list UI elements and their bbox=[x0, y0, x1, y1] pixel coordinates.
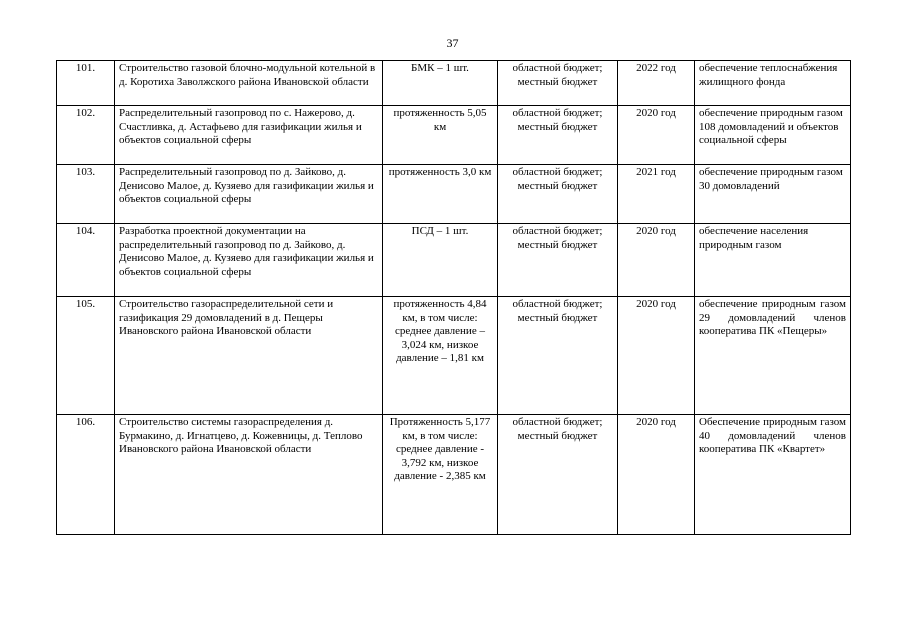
project-capacity: протяженность 4,84 км, в том числе: среднее давление – 3,024 км, низкое давление – 1,81 км bbox=[383, 297, 498, 415]
project-capacity: ПСД – 1 шт. bbox=[383, 224, 498, 297]
row-number: 104. bbox=[57, 224, 115, 297]
project-capacity: Протяженность 5,177 км, в том числе: среднее давление - 3,792 км, низкое давление - 2,385 км bbox=[383, 415, 498, 535]
table-row bbox=[57, 165, 851, 224]
expected-result: обеспечение природным газом 29 домовладений членов кооператива ПК «Пещеры» bbox=[695, 297, 851, 415]
completion-year: 2020 год bbox=[618, 415, 695, 535]
funding-source: областной бюджет; местный бюджет bbox=[498, 224, 618, 297]
project-capacity: протяженность 3,0 км bbox=[383, 165, 498, 224]
expected-result: обеспечение природным газом 30 домовладений bbox=[695, 165, 851, 224]
table-row bbox=[57, 415, 851, 535]
funding-source: областной бюджет; местный бюджет bbox=[498, 415, 618, 535]
funding-source: областной бюджет; местный бюджет bbox=[498, 165, 618, 224]
row-number: 105. bbox=[57, 297, 115, 415]
funding-source: областной бюджет; местный бюджет bbox=[498, 297, 618, 415]
project-capacity: БМК – 1 шт. bbox=[383, 61, 498, 106]
completion-year: 2020 год bbox=[618, 297, 695, 415]
completion-year: 2020 год bbox=[618, 224, 695, 297]
expected-result: обеспечение населения природным газом bbox=[695, 224, 851, 297]
table-row bbox=[57, 224, 851, 297]
row-number: 103. bbox=[57, 165, 115, 224]
table-row bbox=[57, 106, 851, 165]
table-row bbox=[57, 61, 851, 106]
project-name: Строительство системы газораспределения д. Бурмакино, д. Игнатцево, д. Кожевницы, д. Теплово Ивановского района Ивановской области bbox=[115, 415, 383, 535]
expected-result: обеспечение теплоснабжения жилищного фонда bbox=[695, 61, 851, 106]
completion-year: 2020 год bbox=[618, 106, 695, 165]
row-number: 106. bbox=[57, 415, 115, 535]
completion-year: 2022 год bbox=[618, 61, 695, 106]
project-name: Строительство газовой блочно-модульной котельной в д. Коротиха Заволжского района Ивановской области bbox=[115, 61, 383, 106]
completion-year: 2021 год bbox=[618, 165, 695, 224]
table-row bbox=[57, 297, 851, 415]
row-number: 102. bbox=[57, 106, 115, 165]
page-number: 37 bbox=[446, 36, 459, 50]
funding-source: областной бюджет; местный бюджет bbox=[498, 61, 618, 106]
funding-source: областной бюджет; местный бюджет bbox=[498, 106, 618, 165]
project-name: Распределительный газопровод по д. Зайково, д. Денисово Малое, д. Кузяево для газификации жилья и объектов социальной сферы bbox=[115, 165, 383, 224]
row-number: 101. bbox=[57, 61, 115, 106]
project-name: Распределительный газопровод по с. Нажерово, д. Счастливка, д. Астафьево для газификации жилья и объектов социальной сферы bbox=[115, 106, 383, 165]
project-name: Строительство газораспределительной сети и газификация 29 домовладений в д. Пещеры Ивановского района Ивановской области bbox=[115, 297, 383, 415]
projects-table bbox=[56, 60, 851, 535]
expected-result: обеспечение природным газом 108 домовладений и объектов социальной сферы bbox=[695, 106, 851, 165]
expected-result: Обеспечение природным газом 40 домовладений членов кооператива ПК «Квартет» bbox=[695, 415, 851, 535]
project-name: Разработка проектной документации на распределительный газопровод по д. Зайково, д. Денисово Малое, д. Кузяево для газификации жилья и объектов социальной сферы bbox=[115, 224, 383, 297]
project-capacity: протяженность 5,05 км bbox=[383, 106, 498, 165]
